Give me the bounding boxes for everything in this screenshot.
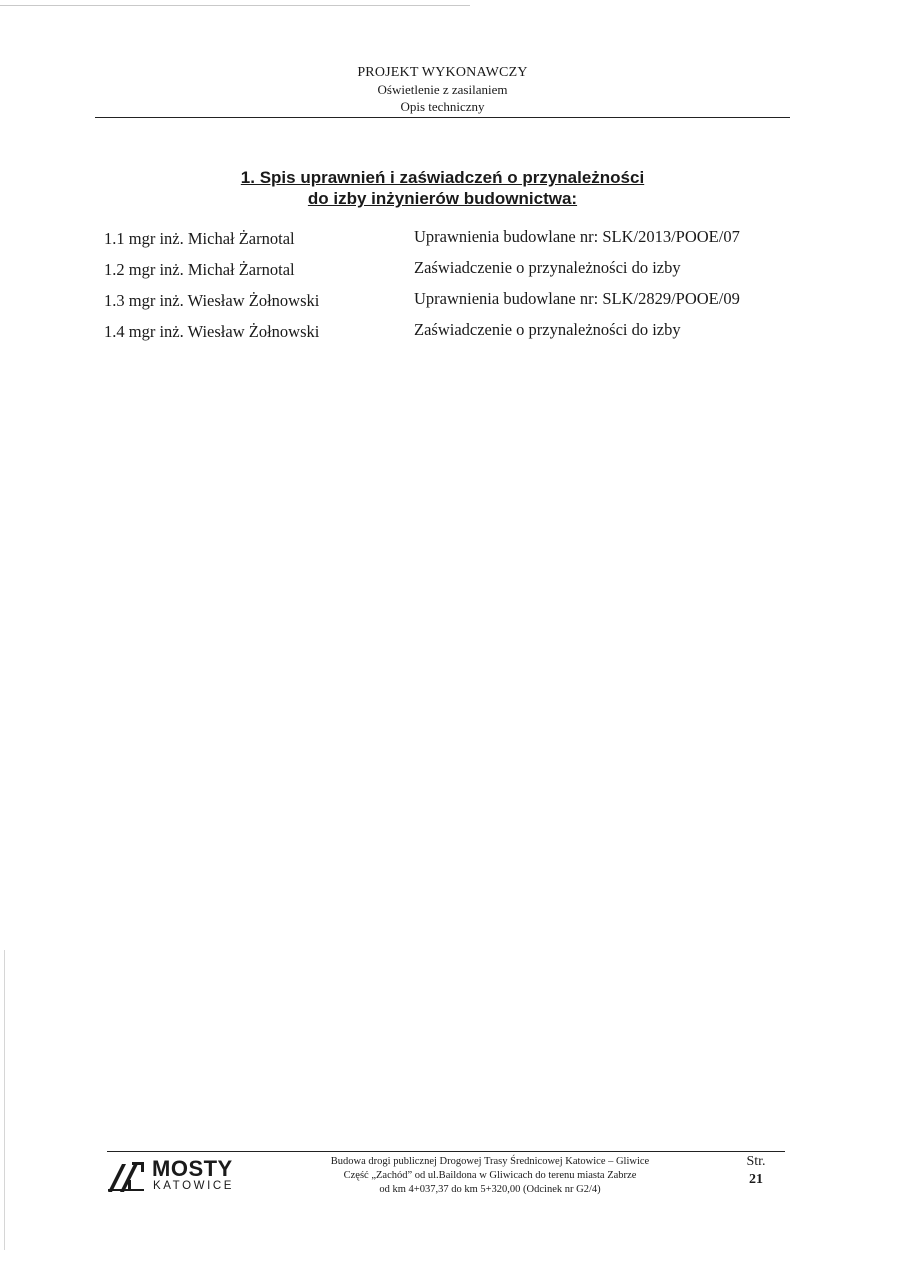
list-item — [104, 260, 804, 291]
section-title-line-1: 1. Spis uprawnień i zaświadczeń o przynależności — [240, 168, 645, 187]
company-logo — [106, 1156, 256, 1196]
person-name: 1.3 mgr inż. Wiesław Żołnowski — [104, 291, 320, 310]
header-subject: Oświetlenie z zasilaniem — [377, 82, 508, 97]
document-description: Uprawnienia budowlane nr: SLK/2013/POOE/07 — [414, 227, 740, 246]
document-header — [95, 64, 790, 115]
footer-project-description — [300, 1155, 680, 1197]
page-label: Str. — [746, 1154, 766, 1169]
list-item — [104, 322, 804, 353]
logo-name: MOSTY — [152, 1156, 233, 1181]
person-name: 1.1 mgr inż. Michał Żarnotal — [104, 229, 295, 248]
scan-artifact-line — [0, 5, 470, 6]
footer-line-1: Budowa drogi publicznej Drogowej Trasy Średnicowej Katowice – Gliwice — [330, 1156, 650, 1167]
footer-line-3: od km 4+037,37 do km 5+320,00 (Odcinek nr G2/4) — [379, 1184, 601, 1195]
person-name: 1.4 mgr inż. Wiesław Żołnowski — [104, 322, 320, 341]
mosty-logo-icon — [106, 1156, 146, 1194]
list-item — [104, 291, 804, 322]
person-name: 1.2 mgr inż. Michał Żarnotal — [104, 260, 295, 279]
header-project-type: PROJEKT WYKONAWCZY — [357, 65, 528, 80]
page-number: 21 — [749, 1172, 763, 1187]
header-divider — [95, 117, 790, 118]
list-item — [104, 229, 804, 260]
footer-line-2: Część „Zachód” od ul.Baildona w Gliwicach do terenu miasta Zabrze — [343, 1170, 637, 1181]
scan-artifact-line — [4, 950, 5, 1250]
logo-subtitle: KATOWICE — [153, 1180, 235, 1192]
document-description: Zaświadczenie o przynależności do izby — [414, 320, 681, 339]
credentials-list — [104, 229, 804, 353]
section-title-line-2: do izby inżynierów budownictwa: — [307, 189, 578, 208]
header-doc-type: Opis techniczny — [400, 99, 485, 114]
document-description: Zaświadczenie o przynależności do izby — [414, 258, 681, 277]
section-title — [95, 167, 790, 209]
footer-divider — [107, 1151, 785, 1152]
document-description: Uprawnienia budowlane nr: SLK/2829/POOE/09 — [414, 289, 740, 308]
